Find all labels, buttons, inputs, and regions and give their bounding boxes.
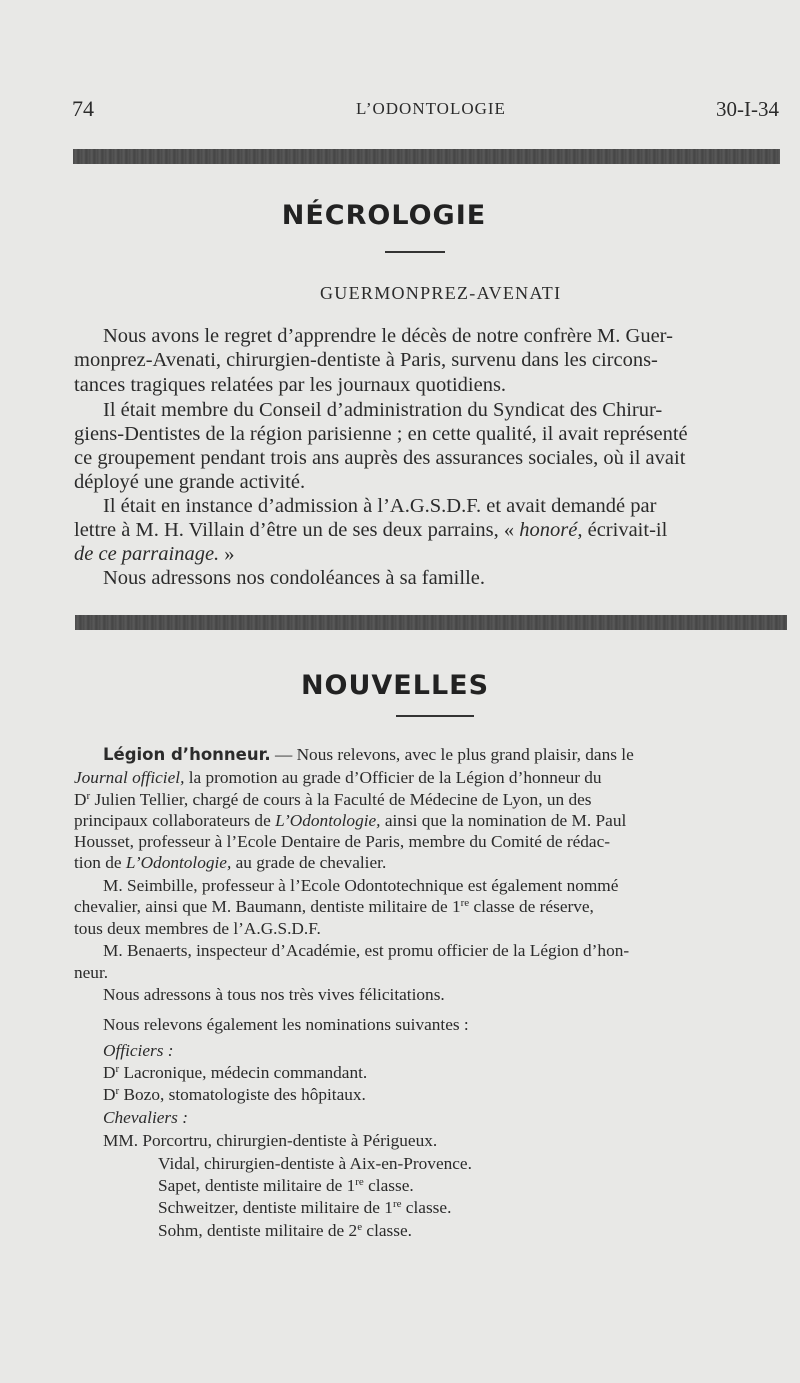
- page-number: 74: [72, 96, 94, 121]
- news-line: Sapet, dentiste militaire de 1re classe.: [158, 1176, 414, 1195]
- news-line: Sohm, dentiste militaire de 2e classe.: [158, 1221, 412, 1240]
- news-line: Nous relevons également les nominations suivantes :: [103, 1015, 469, 1034]
- news-line: Légion d’honneur. — Nous relevons, avec le plus grand plaisir, dans le: [103, 745, 634, 764]
- obit-line: giens-Dentistes de la région parisienne ; en cette qualité, il avait représenté: [74, 423, 688, 445]
- obit-line: Il était en instance d’admission à l’A.G.S.D.F. et avait demandé par: [103, 495, 657, 517]
- obit-line: tances tragiques relatées par les journaux quotidiens.: [74, 374, 507, 396]
- obit-line: monprez-Avenati, chirurgien-dentiste à Paris, survenu dans les circons-: [74, 349, 658, 371]
- obit-line: déployé une grande activité.: [74, 471, 306, 493]
- legion-label: Légion d’honneur.: [103, 745, 271, 764]
- news-line: M. Seimbille, professeur à l’Ecole Odontotechnique est également nommé: [103, 876, 619, 895]
- news-line: Officiers :: [103, 1041, 174, 1060]
- news-line: Journal officiel, la promotion au grade d’Officier de la Légion d’honneur du: [74, 768, 602, 787]
- title-underline: [396, 715, 474, 717]
- running-title: L’ODONTOLOGIE: [356, 99, 506, 118]
- news-line: neur.: [74, 963, 109, 982]
- news-line: $D^r$ Lacronique, médecin commandant.: [103, 1063, 368, 1082]
- section-title-necrologie: NÉCROLOGIE: [281, 200, 487, 231]
- news-line: $D^r$ Bozo, stomatologiste des hôpitaux.: [103, 1085, 366, 1104]
- news-line: principaux collaborateurs de L’Odontologie, ainsi que la nomination de M. Paul: [74, 811, 627, 830]
- news-line: $D^r$ Julien Tellier, chargé de cours à la Faculté de Médecine de Lyon, un des: [74, 790, 592, 809]
- news-line: M. Benaerts, inspecteur d’Académie, est promu officier de la Légion d’hon-: [103, 941, 630, 960]
- news-line: MM. Porcortru, chirurgien-dentiste à Périgueux.: [103, 1131, 438, 1150]
- obit-line: de ce parrainage. »: [74, 543, 235, 565]
- news-line: chevalier, ainsi que M. Baumann, dentiste militaire de 1re classe de réserve,: [74, 897, 594, 916]
- obit-line: Il était membre du Conseil d’administration du Syndicat des Chirur-: [103, 399, 663, 421]
- news-line: Schweitzer, dentiste militaire de 1re classe.: [158, 1198, 452, 1217]
- obit-line: Nous adressons nos condoléances à sa famille.: [103, 567, 485, 589]
- news-line: Nous adressons à tous nos très vives félicitations.: [103, 985, 445, 1004]
- section-divider: [75, 615, 787, 630]
- news-line: Chevaliers :: [103, 1108, 188, 1127]
- news-line: tion de L’Odontologie, au grade de chevalier.: [74, 853, 387, 872]
- news-line: Housset, professeur à l’Ecole Dentaire de Paris, membre du Comité de rédac-: [74, 832, 611, 851]
- obit-line: Nous avons le regret d’apprendre le décès de notre confrère M. Guer-: [103, 325, 673, 347]
- obit-line: lettre à M. H. Villain d’être un de ses deux parrains, « honoré, écrivait-il: [74, 519, 668, 541]
- issue-date: 30-I-34: [716, 97, 779, 121]
- obituary-subject: GUERMONPREZ-AVENATI: [320, 283, 562, 303]
- news-line: Vidal, chirurgien-dentiste à Aix-en-Provence.: [158, 1154, 472, 1173]
- news-line: tous deux membres de l’A.G.S.D.F.: [74, 919, 321, 938]
- header-rule: [73, 149, 780, 164]
- section-title-nouvelles: NOUVELLES: [300, 670, 490, 701]
- title-underline: [385, 251, 445, 253]
- obit-line: ce groupement pendant trois ans auprès des assurances sociales, où il avait: [74, 447, 686, 469]
